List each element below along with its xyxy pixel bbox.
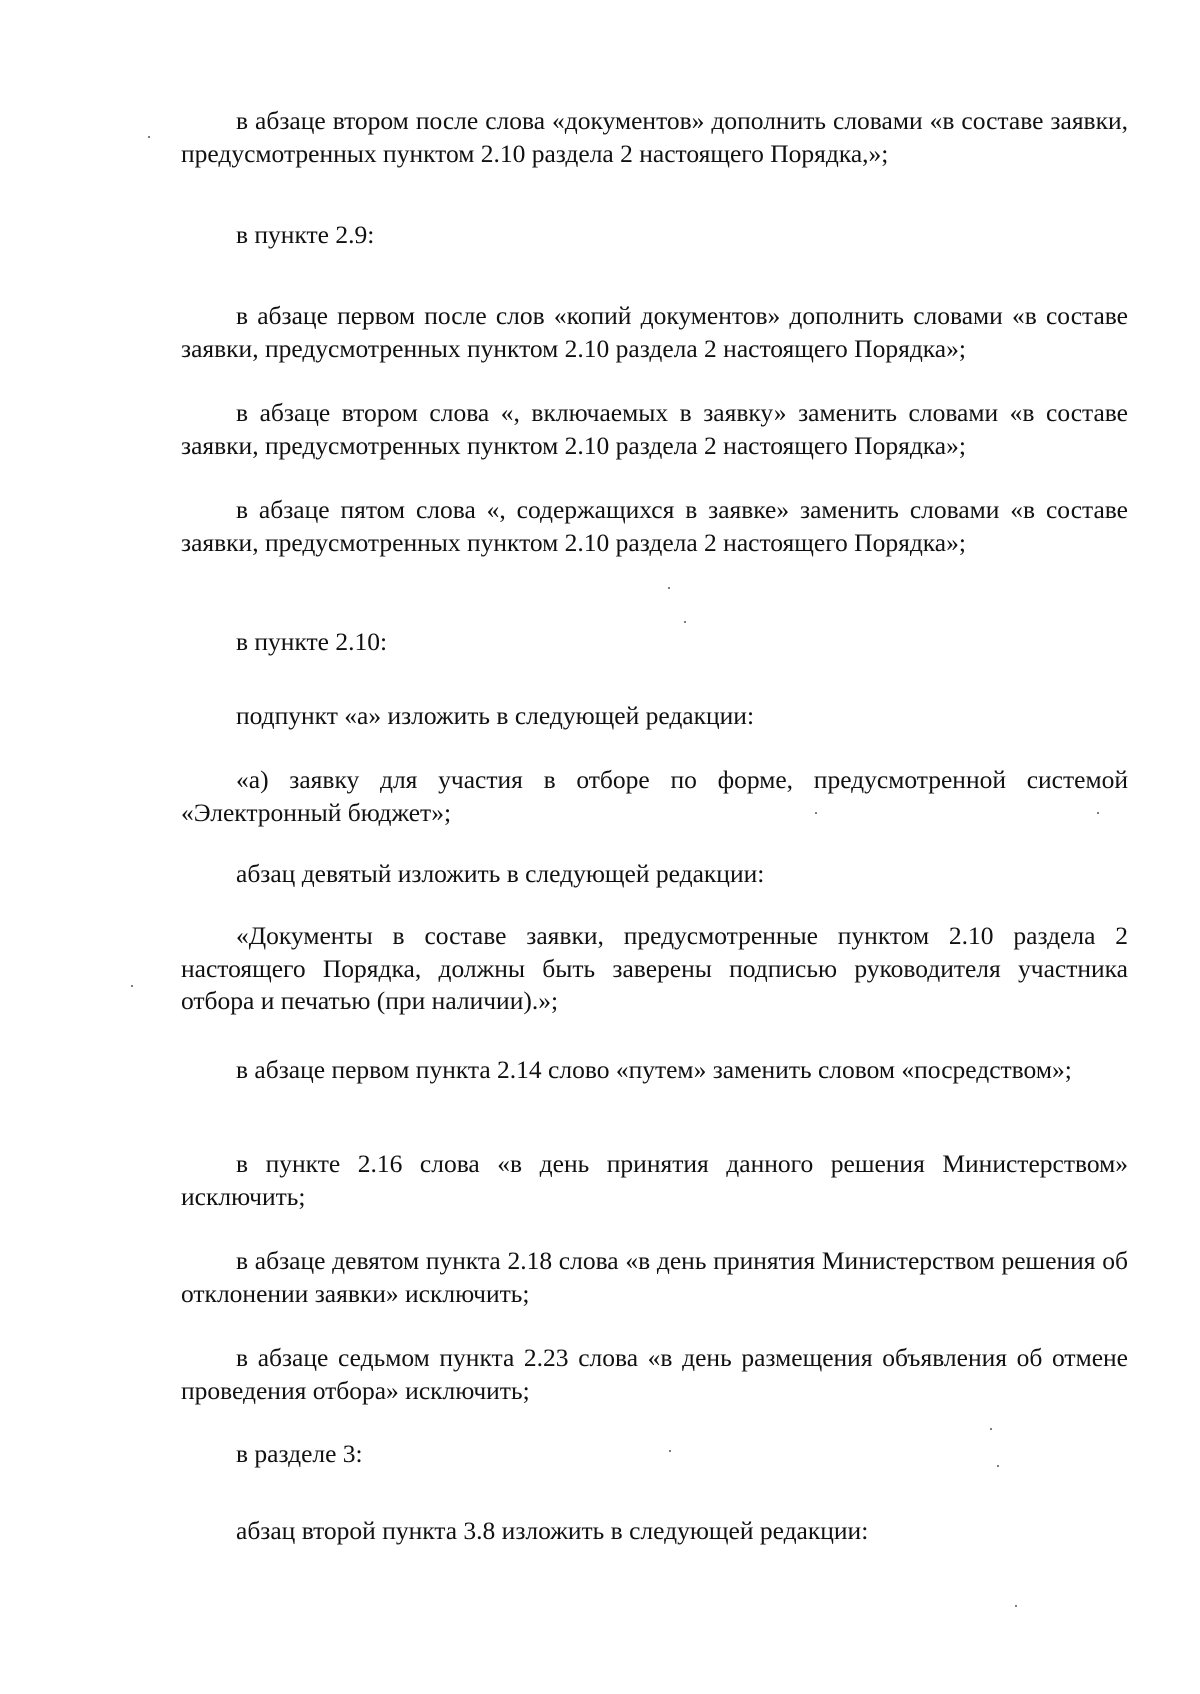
scan-speck <box>684 621 686 623</box>
paragraph-6: в пункте 2.10: <box>236 627 388 656</box>
scan-speck <box>997 1465 999 1467</box>
paragraph-10: «Документы в составе заявки, предусмотренные пунктом 2.10 раздела 2 настоящего Порядка, должны быть заверены подписью руководителя участника отбора и печатью (при наличии).»; <box>181 921 1128 1015</box>
scan-speck <box>131 985 133 987</box>
paragraph-9: абзац девятый изложить в следующей редакции: <box>236 859 765 888</box>
paragraph-16: абзац второй пункта 3.8 изложить в следующей редакции: <box>236 1516 869 1545</box>
scan-speck <box>668 587 670 589</box>
paragraph-15: в разделе 3: <box>236 1439 363 1468</box>
scan-speck <box>148 136 150 138</box>
scan-speck <box>1015 1605 1017 1607</box>
paragraph-8: «а) заявку для участия в отборе по форме, предусмотренной системой «Электронный бюджет»; <box>181 765 1128 827</box>
scan-speck <box>1097 812 1099 814</box>
paragraph-3: в абзаце первом после слов «копий документов» дополнить словами «в составе заявки, предусмотренных пунктом 2.10 раздела 2 настоящего Порядка»; <box>181 301 1128 363</box>
paragraph-11: в абзаце первом пункта 2.14 слово «путем» заменить словом «посредством»; <box>236 1055 1072 1084</box>
paragraph-5: в абзаце пятом слова «, содержащихся в заявке» заменить словами «в составе заявки, предусмотренных пунктом 2.10 раздела 2 настоящего Порядка»; <box>181 495 1128 557</box>
paragraph-13: в абзаце девятом пункта 2.18 слова «в день принятия Министерством решения об отклонении заявки» исключить; <box>181 1246 1128 1308</box>
paragraph-12: в пункте 2.16 слова «в день принятия данного решения Министерством» исключить; <box>181 1149 1128 1211</box>
paragraph-7: подпункт «а» изложить в следующей редакции: <box>236 701 755 730</box>
paragraph-1: в абзаце втором после слова «документов» дополнить словами «в составе заявки, предусмотренных пунктом 2.10 раздела 2 настоящего Порядка,»; <box>181 106 1128 168</box>
scan-speck <box>669 1450 671 1452</box>
scan-speck <box>815 812 817 814</box>
paragraph-2: в пункте 2.9: <box>236 220 375 249</box>
scan-speck <box>990 1428 992 1430</box>
paragraph-4: в абзаце втором слова «, включаемых в заявку» заменить словами «в составе заявки, предусмотренных пунктом 2.10 раздела 2 настоящего Порядка»; <box>181 398 1128 460</box>
paragraph-14: в абзаце седьмом пункта 2.23 слова «в день размещения объявления об отмене проведения отбора» исключить; <box>181 1343 1128 1405</box>
